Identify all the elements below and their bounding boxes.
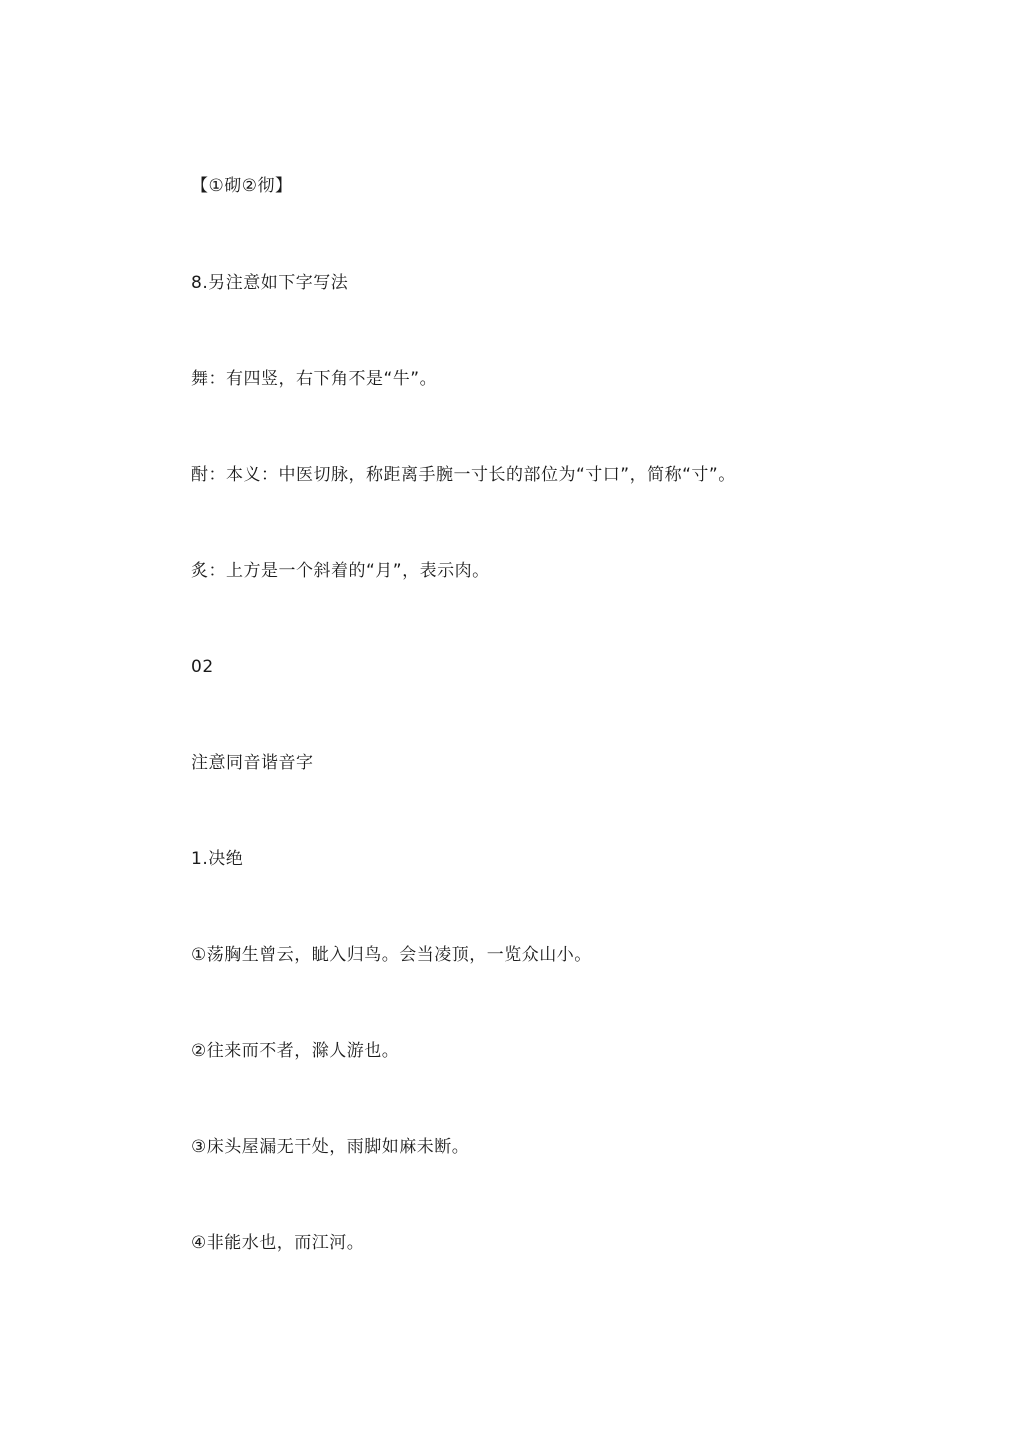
- section-item-8-heading: 8.另注意如下字写法: [191, 273, 349, 293]
- example-sentence-1: ①荡胸生曾云，眦入归鸟。会当凌顶，一览众山小。: [191, 945, 592, 965]
- note-zhi-character: 炙：上方是一个斜着的“月”，表示肉。: [191, 561, 490, 581]
- example-sentence-3: ③床头屋漏无干处，雨脚如麻未断。: [191, 1137, 470, 1157]
- section-title: 注意同音谐音字: [191, 753, 314, 773]
- item-1-heading: 1.决绝: [191, 849, 244, 869]
- example-sentence-4: ④非能水也，而江河。: [191, 1233, 365, 1253]
- example-sentence-2: ②往来而不者，滁人游也。: [191, 1041, 400, 1061]
- note-wu-character: 舞：有四竖，右下角不是“牛”。: [191, 369, 438, 389]
- section-number: 02: [191, 657, 214, 677]
- note-zhou-character: 酎：本义：中医切脉，称距离手腕一寸长的部位为“寸口”，简称“寸”。: [191, 465, 736, 485]
- answer-line-bracket: 【①砌②彻】: [191, 176, 293, 196]
